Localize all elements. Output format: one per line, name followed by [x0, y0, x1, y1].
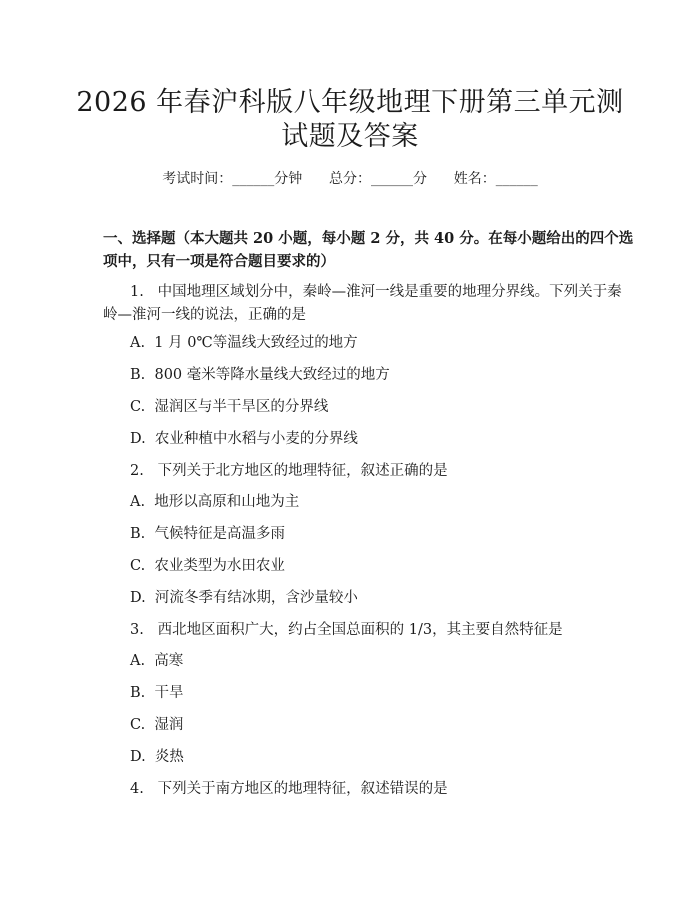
- question-1-option-d: D. 农业种植中水稻与小麦的分界线: [130, 431, 358, 447]
- question-2-option-d: D. 河流冬季有结冰期，含沙量较小: [130, 590, 358, 606]
- question-1-line-2: 岭—淮河一线的说法，正确的是: [103, 307, 306, 323]
- question-3-option-c: C. 湿润: [130, 717, 184, 733]
- question-1-option-a: A. 1 月 0℃等温线大致经过的地方: [130, 335, 358, 351]
- question-3-option-a: A. 高寒: [130, 653, 184, 669]
- question-2-line-1: 2. 下列关于北方地区的地理特征，叙述正确的是: [130, 463, 448, 479]
- question-4-line-1: 4. 下列关于南方地区的地理特征，叙述错误的是: [130, 781, 448, 797]
- exam-title-line-1: 2026 年春沪科版八年级地理下册第三单元测: [76, 87, 624, 118]
- question-2-option-c: C. 农业类型为水田农业: [130, 558, 285, 574]
- question-3-option-b: B. 干旱: [130, 685, 184, 701]
- exam-meta-info: 考试时间：______分钟 总分：______分 姓名：______: [162, 171, 538, 187]
- section-heading-line-1: 一、选择题（本大题共 20 小题，每小题 2 分，共 40 分。在每小题给出的四个选: [103, 230, 634, 247]
- question-2-option-b: B. 气候特征是高温多雨: [130, 526, 285, 542]
- section-heading-line-2: 项中，只有一项是符合题目要求的）: [103, 253, 335, 270]
- exam-title-line-2: 试题及答案: [281, 121, 419, 152]
- question-1-option-b: B. 800 毫米等降水量线大致经过的地方: [130, 367, 390, 383]
- question-3-line-1: 3. 西北地区面积广大，约占全国总面积的 1/3，其主要自然特征是: [130, 622, 563, 638]
- question-1-line-1: 1. 中国地理区域划分中，秦岭—淮河一线是重要的地理分界线。下列关于秦: [130, 284, 622, 300]
- question-2-option-a: A. 地形以高原和山地为主: [130, 494, 300, 510]
- question-3-option-d: D. 炎热: [130, 749, 184, 765]
- question-1-option-c: C. 湿润区与半干旱区的分界线: [130, 399, 329, 415]
